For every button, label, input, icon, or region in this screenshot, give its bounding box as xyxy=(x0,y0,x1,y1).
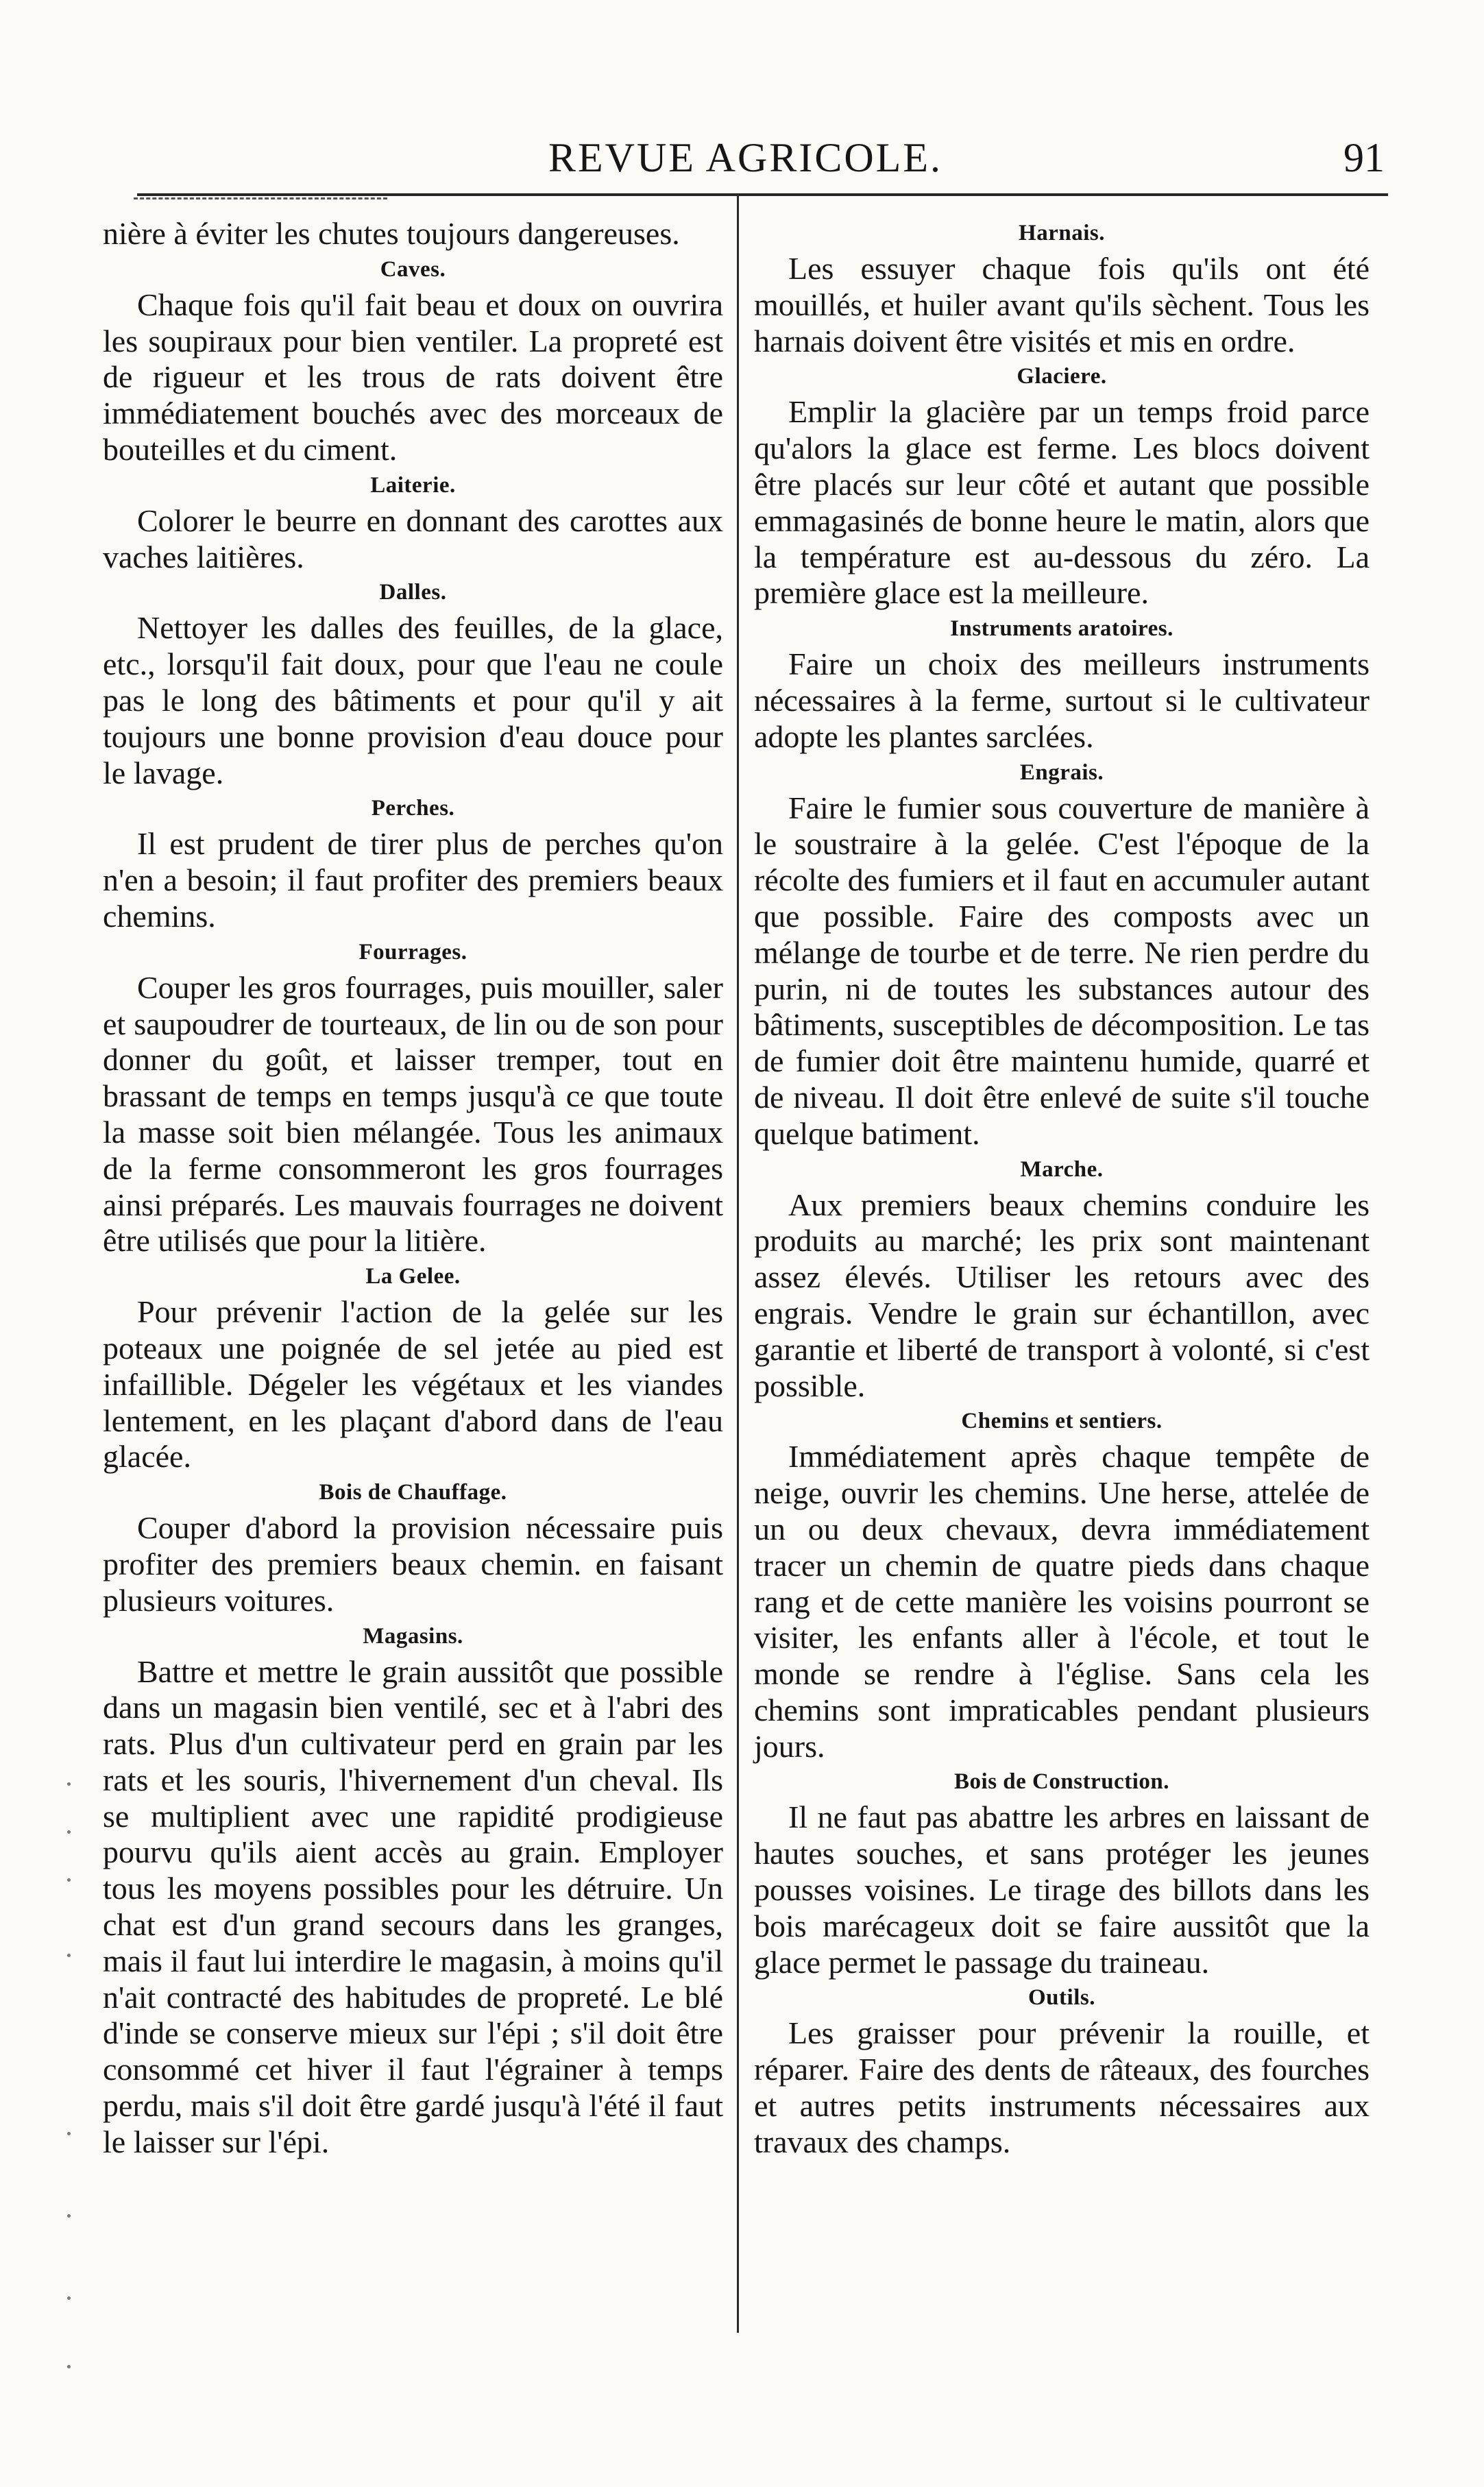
section-heading-instruments: Instruments aratoires. xyxy=(950,616,1173,642)
section-text-harnais: Les essuyer chaque fois qu'ils ont été mouillés, et huiler avant qu'ils sèchent. Tous les harnais doivent être visités et mis en ordre. xyxy=(754,251,1370,359)
section-text-glaciere: Emplir la glacière par un temps froid parce qu'alors la glace est ferme. Les blocs doivent être placés sur leur côté et autant que possible emmagasinés de bonne heure le matin, alors que la température est au-dessous du zéro. La première glace est la meilleure. xyxy=(754,394,1370,611)
header-rule-dashed xyxy=(134,197,387,199)
column-divider xyxy=(737,194,739,2333)
section-text-magasins: Battre et mettre le grain aussitôt que possible dans un magasin bien ventilé, sec et à l'abri des rats. Plus d'un cultivateur perd en grain par les rats et les souris, l'hivernement d'un cheval. Ils se multiplient avec une rapidité prodigieuse pourvu qu'ils aient accès au grain. Employer tous les moyens possibles pour les détruire. Un chat est d'un grand secours dans les granges, mais il faut lui interdire le magasin, à moins qu'il n'ait contracté des habitudes de propreté. Le blé d'inde se conserve mieux sur l'épi ; s'il doit être consommé cet hiver il faut l'égrainer à temps perdu, mais s'il doit être gardé jusqu'à l'été il faut le laisser sur l'épi. xyxy=(103,1653,723,2159)
paragraph-continuation: nière à éviter les chutes toujours dangereuses. xyxy=(103,216,680,251)
section-heading-bois-construction: Bois de Construction. xyxy=(954,1769,1169,1795)
section-text-engrais: Faire le fumier sous couverture de manière à le soustraire à la gelée. C'est l'époque de la récolte des fumiers et il faut en accumuler autant que possible. Faire des composts avec un mélange de tourbe et de terre. Ne rien perdre du purin, ni de toutes les substances autour des bâtiments, susceptibles de décomposition. Le tas de fumier doit être maintenu humide, quarré et de niveau. Il doit être enlevé de suite s'il touche quelque batiment. xyxy=(754,790,1370,1151)
section-heading-engrais: Engrais. xyxy=(1019,760,1104,785)
section-heading-marche: Marche. xyxy=(1020,1156,1104,1182)
section-text-dalles: Nettoyer les dalles des feuilles, de la glace, etc., lorsqu'il fait doux, pour que l'eau ne coule pas le long des bâtiments et pour qu'il y ait toujours une bonne provision d'eau douce pour le lavage. xyxy=(103,610,723,790)
journal-title: REVUE AGRICOLE. xyxy=(548,135,942,180)
section-text-caves: Chaque fois qu'il fait beau et doux on ouvrira les soupiraux pour bien ventiler. La propreté est de rigueur et les trous de rats doivent être immédiatement bouchés avec des morceaux de bouteilles et du ciment. xyxy=(103,287,723,467)
right-column xyxy=(754,216,1370,2161)
section-heading-perches: Perches. xyxy=(371,796,455,821)
section-heading-fourrages: Fourrages. xyxy=(358,939,467,965)
margin-specks xyxy=(60,1775,88,2392)
section-text-gelee: Pour prévenir l'action de la gelée sur les poteaux une poignée de sel jetée au pied est infaillible. Dégeler les végétaux et les viandes lentement, en les plaçant d'abord dans de l'eau glacée. xyxy=(103,1294,723,1475)
section-heading-dalles: Dalles. xyxy=(379,580,447,605)
section-heading-laiterie: Laiterie. xyxy=(370,472,456,498)
section-text-instruments: Faire un choix des meilleurs instruments nécessaires à la ferme, surtout si le cultivateur adopte les plantes sarclées. xyxy=(754,646,1370,754)
header-rule xyxy=(137,193,1388,196)
page-number: 91 xyxy=(1343,135,1385,180)
section-text-bois-construction: Il ne faut pas abattre les arbres en laissant de hautes souches, et sans protéger les jeunes pousses voisines. Le tirage des billots dans les bois marécageux doit se faire aussitôt que la glace permet le passage du traineau. xyxy=(754,1799,1370,1980)
section-heading-caves: Caves. xyxy=(380,256,446,282)
section-text-laiterie: Colorer le beurre en donnant des carottes aux vaches laitières. xyxy=(103,502,723,574)
section-heading-chemins: Chemins et sentiers. xyxy=(961,1409,1163,1434)
left-column xyxy=(103,216,723,2161)
section-text-marche: Aux premiers beaux chemins conduire les produits au marché; les prix sont maintenant assez élevés. Utiliser les retours avec des engrais. Vendre le grain sur échantillon, avec garantie et liberté de transport à volonté, si c'est possible. xyxy=(754,1187,1370,1403)
section-heading-outils: Outils. xyxy=(1028,1985,1095,2011)
section-text-outils: Les graisser pour prévenir la rouille, et réparer. Faire des dents de râteaux, des fourches et autres petits instruments nécessaires aux travaux des champs. xyxy=(754,2015,1370,2159)
section-text-bois-chauffage: Couper d'abord la provision nécessaire puis profiter des premiers beaux chemin. en faisant plusieurs voitures. xyxy=(103,1510,723,1618)
section-heading-bois-chauffage: Bois de Chauffage. xyxy=(319,1480,507,1505)
section-heading-magasins: Magasins. xyxy=(363,1623,463,1649)
running-header xyxy=(106,127,1385,189)
section-heading-gelee: La Gelee. xyxy=(365,1264,461,1289)
section-text-chemins: Immédiatement après chaque tempête de neige, ouvrir les chemins. Une herse, attelée de un ou deux chevaux, devra immédiatement tracer un chemin de quatre pieds dans chaque rang et de cette manière les voisins pourront se visiter, les enfants aller à l'école, et tout le monde se rendre à l'église. Sans cela les chemins sont impraticables pendant plusieurs jours. xyxy=(754,1439,1370,1764)
section-text-fourrages: Couper les gros fourrages, puis mouiller, saler et saupoudrer de tourteaux, de lin ou de son pour donner du goût, et laisser tremper, tout en brassant de temps en temps jusqu'à ce que toute la masse soit bien mélangée. Tous les animaux de la ferme consommeront les gros fourrages ainsi préparés. Les mauvais fourrages ne doivent être utilisés que pour la litière. xyxy=(103,969,723,1259)
section-heading-glaciere: Glaciere. xyxy=(1017,364,1107,389)
section-text-perches: Il est prudent de tirer plus de perches qu'on n'en a besoin; il faut profiter des premiers beaux chemins. xyxy=(103,826,723,934)
section-heading-harnais: Harnais. xyxy=(1019,221,1105,245)
